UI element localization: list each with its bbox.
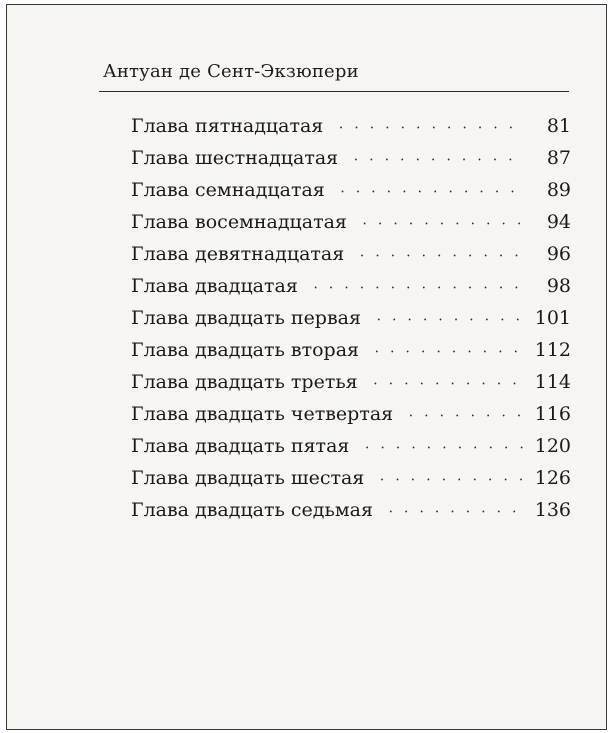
dot-leader bbox=[377, 312, 523, 328]
toc-entry-page: 120 bbox=[534, 435, 571, 457]
toc-entry bbox=[131, 403, 571, 435]
toc-entry-title: Глава двадцать пятая bbox=[131, 435, 350, 457]
running-head-author: Антуан де Сент-Экзюпери bbox=[103, 61, 359, 82]
toc-entry bbox=[131, 275, 571, 307]
dot-leader bbox=[354, 152, 525, 168]
toc-entry-page: 98 bbox=[546, 275, 571, 297]
toc-entry-title: Глава двадцать вторая bbox=[131, 339, 360, 361]
toc-entry bbox=[131, 179, 571, 211]
toc-entry-page: 94 bbox=[546, 211, 571, 233]
toc-entry-title: Глава девятнадцатая bbox=[131, 243, 345, 265]
dot-leader bbox=[409, 408, 523, 424]
toc-entry-title: Глава двадцать третья bbox=[131, 371, 358, 393]
toc-entry bbox=[131, 499, 571, 531]
toc-entry-page: 136 bbox=[534, 499, 571, 521]
book-page bbox=[6, 4, 607, 730]
toc-entry-title: Глава двадцать шестая bbox=[131, 467, 365, 489]
toc-entry-page: 126 bbox=[534, 467, 571, 489]
toc-entry-page: 89 bbox=[546, 179, 571, 201]
header-rule bbox=[99, 91, 569, 92]
dot-leader bbox=[341, 184, 525, 200]
toc-entry-page: 116 bbox=[534, 403, 571, 425]
toc-entry-title: Глава шестнадцатая bbox=[131, 147, 339, 169]
toc-entry bbox=[131, 211, 571, 243]
toc-entry bbox=[131, 115, 571, 147]
toc-entry-title: Глава двадцать первая bbox=[131, 307, 361, 329]
toc-entry-title: Глава семнадцатая bbox=[131, 179, 325, 201]
dot-leader bbox=[365, 440, 522, 456]
dot-leader bbox=[363, 216, 525, 232]
dot-leader bbox=[389, 504, 523, 520]
toc-entry bbox=[131, 339, 571, 371]
toc-entry-title: Глава двадцать седьмая bbox=[131, 499, 373, 521]
dot-leader bbox=[314, 280, 525, 296]
dot-leader bbox=[339, 120, 525, 136]
toc-entry-page: 101 bbox=[534, 307, 571, 329]
toc-entry-title: Глава двадцать четвертая bbox=[131, 403, 394, 425]
table-of-contents bbox=[131, 115, 571, 531]
toc-entry bbox=[131, 435, 571, 467]
toc-entry-page: 87 bbox=[546, 147, 571, 169]
dot-leader bbox=[375, 344, 523, 360]
dot-leader bbox=[374, 376, 523, 392]
toc-entry-page: 112 bbox=[534, 339, 571, 361]
toc-entry-page: 96 bbox=[546, 243, 571, 265]
toc-entry bbox=[131, 467, 571, 499]
toc-entry-title: Глава восемнадцатая bbox=[131, 211, 347, 233]
toc-entry-title: Глава пятнадцатая bbox=[131, 115, 324, 137]
toc-entry bbox=[131, 243, 571, 275]
toc-entry-page: 81 bbox=[546, 115, 571, 137]
dot-leader bbox=[380, 472, 522, 488]
toc-entry bbox=[131, 307, 571, 339]
dot-leader bbox=[360, 248, 525, 264]
toc-entry bbox=[131, 147, 571, 179]
toc-entry-title: Глава двадцатая bbox=[131, 275, 298, 297]
toc-entry-page: 114 bbox=[534, 371, 571, 393]
toc-entry bbox=[131, 371, 571, 403]
